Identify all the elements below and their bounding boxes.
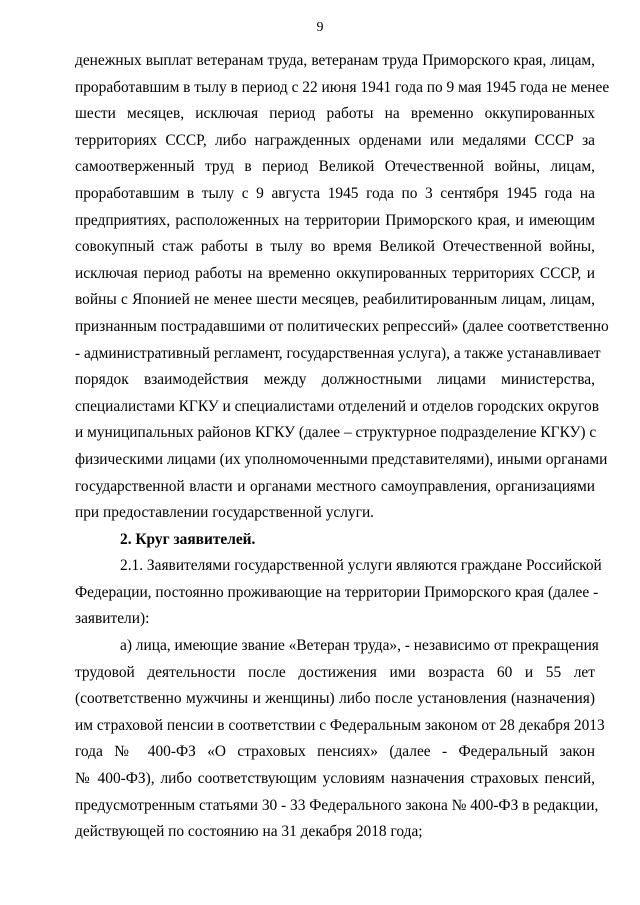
- text-line: государственной власти и органами местного самоуправления, организациями: [75, 477, 595, 495]
- text-line: действующей по состоянию на 31 декабря 2018 года;: [75, 823, 423, 841]
- text-line: предусмотренным статьями 30 - 33 Федерального закона № 400-ФЗ в редакции,: [75, 796, 599, 814]
- paragraph-regulation-scope: [75, 48, 610, 527]
- text-line: признанным пострадавшими от политических репрессий» (далее соответственно: [75, 317, 609, 335]
- section-heading: 2. Круг заявителей.: [120, 530, 256, 548]
- text-line: трудовой деятельности после достижения ими возраста 60 и 55 лет: [75, 663, 595, 681]
- text-line: денежных выплат ветеранам труда, ветеранам труда Приморского края, лицам,: [75, 52, 595, 69]
- text-line: шести месяцев, исключая период работы на временно оккупированных: [75, 105, 595, 123]
- text-line: самоотверженный труд в период Великой Отечественной войны, лицам,: [75, 158, 595, 176]
- text-line: 2.1. Заявителями государственной услуги являются граждане Российской: [120, 557, 602, 575]
- text-line: - административный регламент, государственная услуга), а также устанавливает: [75, 344, 601, 362]
- paragraph-item-a: [75, 633, 605, 846]
- text-line: а) лица, имеющие звание «Ветеран труда», - независимо от прекращения: [120, 637, 599, 655]
- text-line: порядок взаимодействия между должностными лицами министерства,: [75, 371, 595, 389]
- text-line: предприятиях, расположенных на территории Приморского края, и имеющим: [75, 211, 595, 229]
- text-line: Федерации, постоянно проживающие на территории Приморского края (далее -: [75, 583, 599, 601]
- page-number: 9: [316, 20, 324, 35]
- text-line: исключая период работы на временно оккупированных территориях СССР, и: [75, 264, 595, 282]
- text-line: территориях СССР, либо награжденных орденами или медалями СССР за: [75, 131, 595, 149]
- text-line: при предоставлении государственной услуги.: [75, 504, 375, 522]
- text-line: специалистами КГКУ и специалистами отделений и отделов городских округов: [75, 397, 599, 415]
- paragraph-applicants: [75, 553, 602, 633]
- text-line: совокупный стаж работы в тылу во время Великой Отечественной войны,: [75, 238, 595, 256]
- text-line: заявители):: [75, 610, 150, 628]
- text-line: им страховой пенсии в соответствии с Федеральным законом от 28 декабря 2013: [75, 716, 605, 734]
- text-line: физическими лицами (их уполномоченными представителями), иными органами: [75, 450, 608, 468]
- text-line: (соответственно мужчины и женщины) либо после установления (назначения): [75, 690, 595, 708]
- text-line: и муниципальных районов КГКУ (далее – структурное подразделение КГКУ) с: [75, 424, 597, 442]
- text-line: проработавшим в тылу в период с 22 июня 1941 года по 9 мая 1945 года не менее: [75, 78, 610, 96]
- document-body: [75, 48, 610, 846]
- text-line: проработавшим в тылу с 9 августа 1945 года по 3 сентября 1945 года на: [75, 184, 595, 202]
- text-line: № 400-ФЗ), либо соответствующим условиям назначения страховых пенсий,: [75, 770, 595, 788]
- text-line: года № 400-ФЗ «О страховых пенсиях» (далее - Федеральный закон: [75, 743, 595, 761]
- text-line: войны с Японией не менее шести месяцев, реабилитированным лицам, лицам,: [75, 291, 595, 309]
